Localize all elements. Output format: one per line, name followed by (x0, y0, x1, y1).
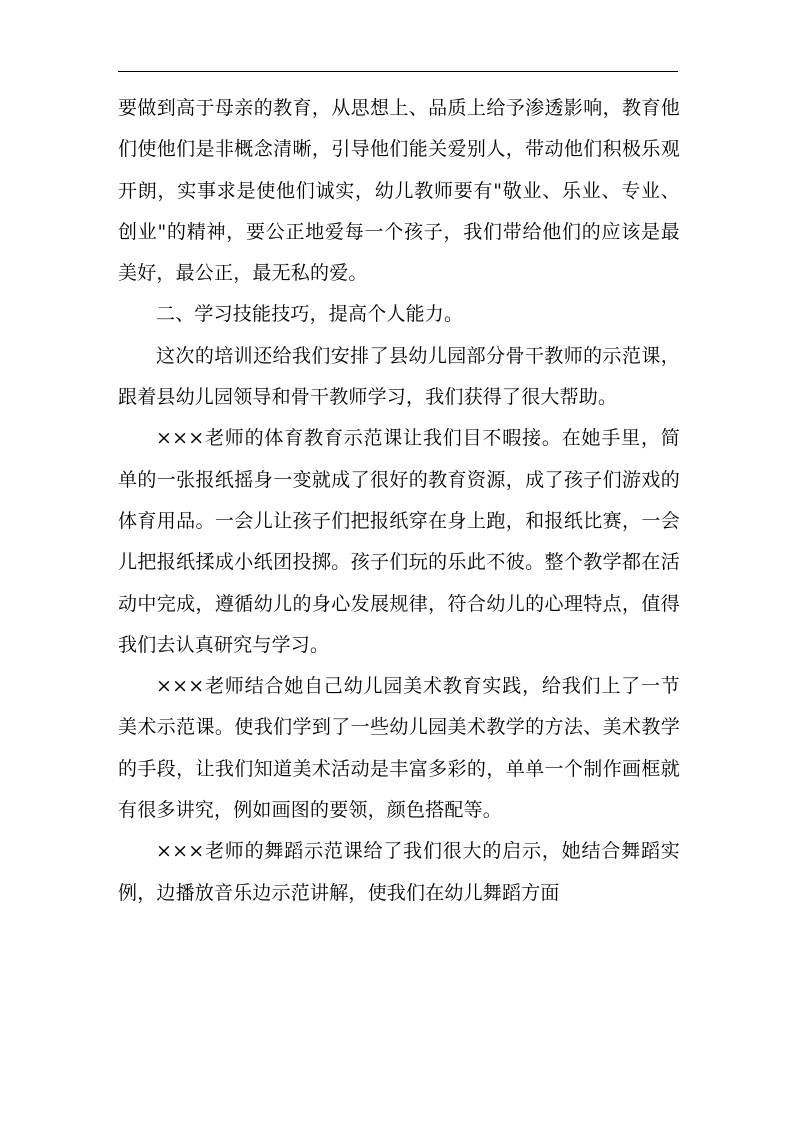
paragraph-art-lesson: ×××老师结合她自己幼儿园美术教育实践，给我们上了一节美术示范课。使我们学到了一些幼儿园美术教学的方法、美术教学的手段，让我们知道美术活动是丰富多彩的，单单一个制作画框就有很多讲究，例如画图的要领，颜色搭配等。 (118, 675, 680, 822)
paragraph-training: 这次的培训还给我们安排了县幼儿园部分骨干教师的示范课，跟着县幼儿园领导和骨干教师学习，我们获得了很大帮助。 (118, 344, 680, 409)
paragraph-dance-lesson: ×××老师的舞蹈示范课给了我们很大的启示，她结合舞蹈实例，边播放音乐边示范讲解，使我们在幼儿舞蹈方面 (118, 840, 680, 904)
paragraph-pe-lesson: ×××老师的体育教育示范课让我们目不暇接。在她手里，简单的一张报纸摇身一变就成了很好的教育资源，成了孩子们游戏的体育用品。一会儿让孩子们把报纸穿在身上跑，和报纸比赛，一会儿把报纸揉成小纸团投掷。孩子们玩的乐此不彼。整个教学都在活动中完成，遵循幼儿的身心发展规律，符合幼儿的心理特点，值得我们去认真研究与学习。 (118, 427, 680, 656)
header-rule (118, 71, 678, 72)
section-heading: 二、学习技能技巧，提高个人能力。 (156, 303, 464, 326)
body-text (118, 88, 680, 914)
paragraph-continuation: 要做到高于母亲的教育，从思想上、品质上给予渗透影响，教育他们使他们是非概念清晰，引导他们能关爱别人，带动他们积极乐观开朗，实事求是使他们诚实，幼儿教师要有"敬业、乐业、专业、创业"的精神，要公正地爱每一个孩子，我们带给他们的应该是最美好，最公正，最无私的爱。 (118, 97, 680, 285)
